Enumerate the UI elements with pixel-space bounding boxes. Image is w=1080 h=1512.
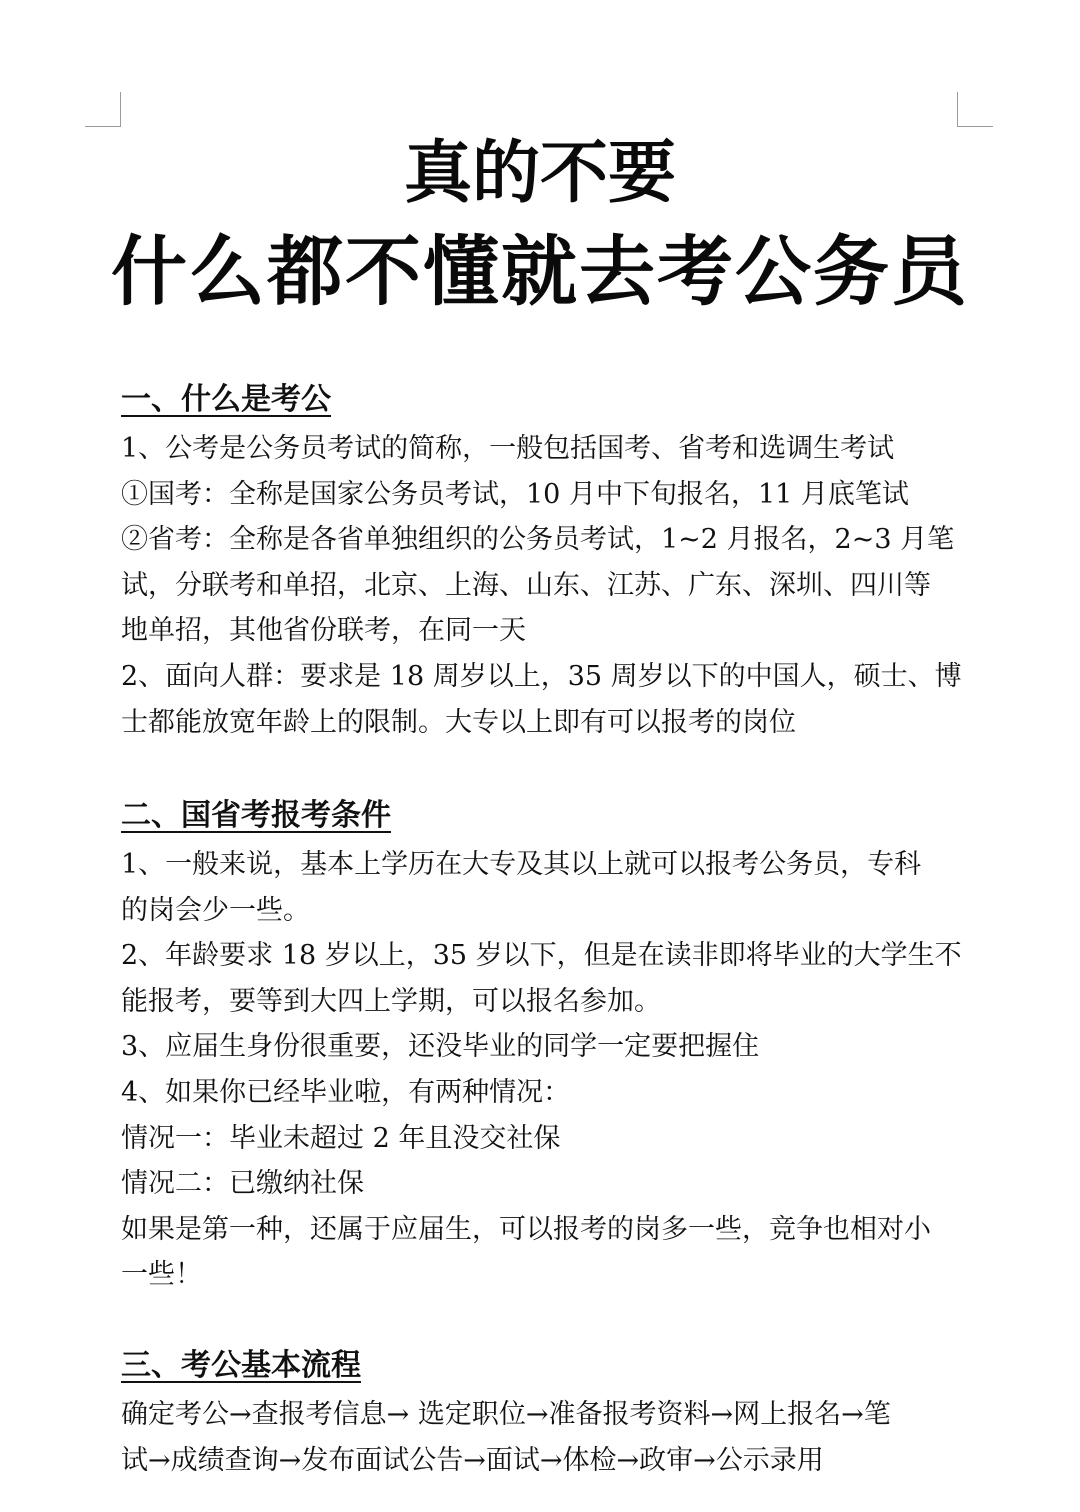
paragraph-line: 试，分联考和单招，北京、上海、山东、江苏、广东、深圳、四川等 [121,569,931,601]
paragraph-line: 2、年龄要求 18 岁以上，35 岁以下，但是在读非即将毕业的大学生不 [121,940,962,972]
paragraph-line: 确定考公→查报考信息→ 选定职位→准备报考资料→网上报名→笔 [121,1399,891,1430]
section-eligibility [121,796,961,1298]
crop-mark-top-left [85,92,121,127]
section-what-is-civil-exam [121,380,961,745]
section-heading: 三、考公基本流程 [121,1348,361,1383]
paragraph-line: 一些！ [121,1259,202,1291]
paragraph-line: 1、公考是公务员考试的简称，一般包括国考、省考和选调生考试 [121,433,895,464]
page-title-line-2: 什么都不懂就去考公务员 [111,227,969,316]
paragraph-line: 情况二：已缴纳社保 [121,1168,364,1200]
paragraph-line: 士都能放宽年龄上的限制。大专以上即有可以报考的岗位 [121,706,796,738]
crop-mark-top-right [957,92,993,127]
paragraph-line: 4、如果你已经毕业啦，有两种情况： [121,1076,571,1108]
section-heading: 二、国省考报考条件 [121,798,391,833]
section-exam-process [121,1346,961,1483]
paragraph-line: ②省考：全称是各省单独组织的公务员考试，1~2 月报名，2~3 月笔 [121,524,955,556]
paragraph-line: 2、面向人群：要求是 18 周岁以上，35 周岁以下的中国人，硕士、博 [121,660,962,692]
paragraph-line: 如果是第一种，还属于应届生，可以报考的岗多一些，竞争也相对小 [121,1213,931,1245]
paragraph-line: 3、应届生身份很重要，还没毕业的同学一定要把握住 [121,1031,760,1063]
paragraph-line: 的岗会少一些。 [121,894,310,926]
paragraph-line: ①国考：全称是国家公务员考试，10 月中下旬报名，11 月底笔试 [121,478,909,510]
paragraph-line: 情况一：毕业未超过 2 年且没交社保 [121,1122,561,1154]
paragraph-line: 能报考，要等到大四上学期，可以报名参加。 [121,985,661,1017]
paragraph-line: 试→成绩查询→发布面试公告→面试→体检→政审→公示录用 [121,1444,824,1476]
page-title-line-1: 真的不要 [403,134,676,213]
paragraph-line: 1、一般来说，基本上学历在大专及其以上就可以报考公务员，专科 [121,849,922,880]
paragraph-line: 地单招，其他省份联考，在同一天 [121,615,526,647]
section-heading: 一、什么是考公 [121,382,331,417]
